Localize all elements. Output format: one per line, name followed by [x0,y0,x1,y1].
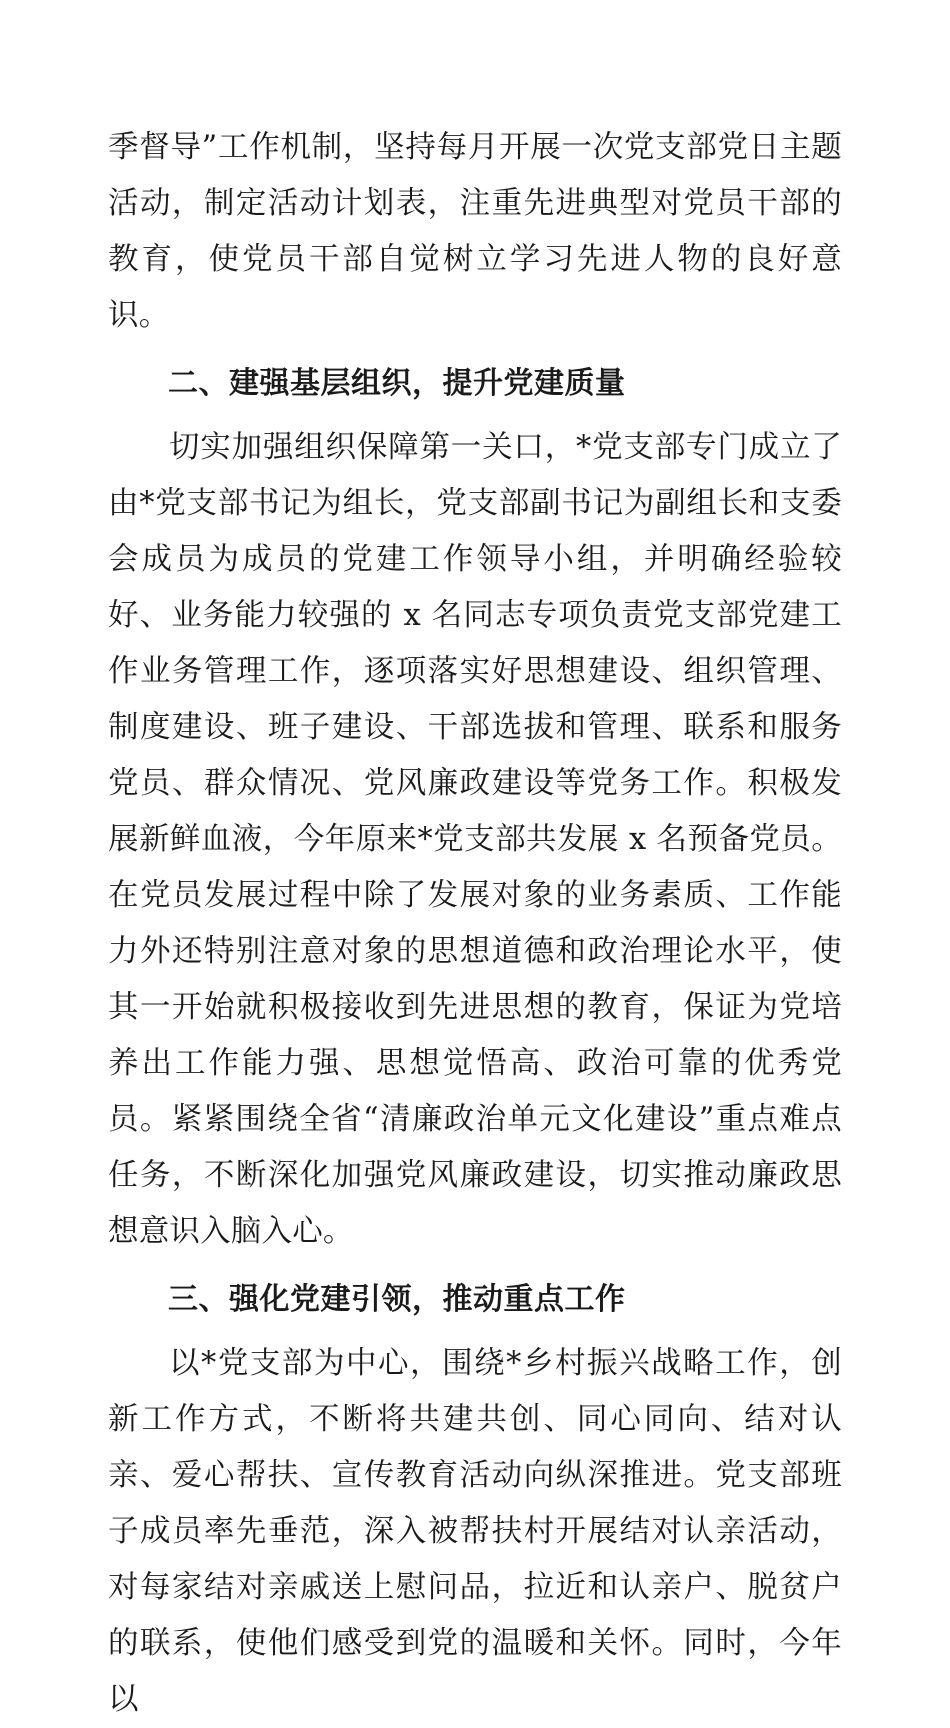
paragraph-section-two: 切实加强组织保障第一关口，*党支部专门成立了由*党支部书记为组长，党支部副书记为副组长和支委会成员为成员的党建工作领导小组，并明确经验较好、业务能力较强的 x 名同志专项负责党支部党建工作业务管理工作，逐项落实好思想建设、组织管理、制度建设、班子建设、干部选拔和管理、联系和服务党员、群众情况、党风廉政建设等党务工作。积极发展新鲜血液，今年原来*党支部共发展 x 名预备党员。在党员发展过程中除了发展对象的业务素质、工作能力外还特别注意对象的思想道德和政治理论水平，使其一开始就积极接收到先进思想的教育，保证为党培养出工作能力强、思想觉悟高、政治可靠的优秀党员。紧紧围绕全省“清廉政治单元文化建设”重点难点任务，不断深化加强党风廉政建设，切实推动廉政思想意识入脑入心。 [108,430,842,1249]
section-heading-two: 二、建强基层组织，提升党建质量 [168,366,626,401]
section-heading-three: 三、强化党建引领，推动重点工作 [168,1282,626,1317]
document-body [108,120,842,1728]
paragraph-section-three: 以*党支部为中心，围绕*乡村振兴战略工作，创新工作方式，不断将共建共创、同心同向、结对认亲、爱心帮扶、宣传教育活动向纵深推进。党支部班子成员率先垂范，深入被帮扶村开展结对认亲活动，对每家结对亲戚送上慰问品，拉近和认亲户、脱贫户的联系，使他们感受到党的温暖和关怀。同时，今年以 [108,1346,842,1717]
paragraph-continued: 季督导”工作机制，坚持每月开展一次党支部党日主题活动，制定活动计划表，注重先进典型对党员干部的教育，使党员干部自觉树立学习先进人物的良好意识。 [108,130,842,333]
